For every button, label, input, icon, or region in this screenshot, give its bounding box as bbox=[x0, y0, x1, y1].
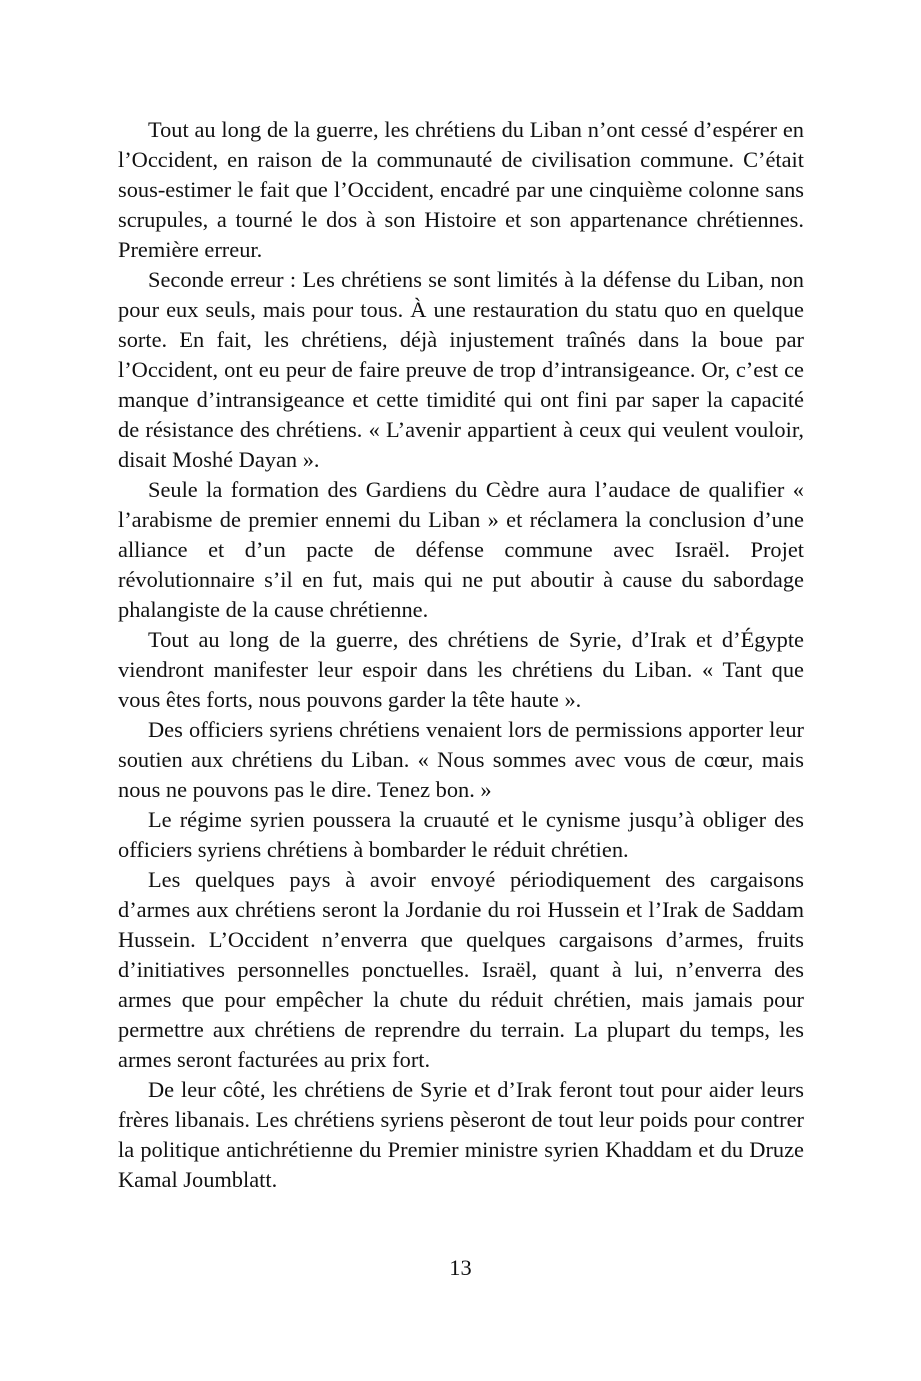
page-number: 13 bbox=[449, 1255, 472, 1280]
paragraph: Le régime syrien poussera la cruauté et le cynisme jusqu’à obliger des officiers syriens chrétiens à bombarder le réduit chrétien. bbox=[118, 807, 804, 862]
paragraph: De leur côté, les chrétiens de Syrie et d’Irak feront tout pour aider leurs frères libanais. Les chrétiens syriens pèseront de tout leur poids pour contrer la politique antichrétienne du Premier ministre syrien Khaddam et du Druze Kamal Joumblatt. bbox=[118, 1077, 804, 1192]
paragraph: Les quelques pays à avoir envoyé périodiquement des cargaisons d’armes aux chrétiens seront la Jordanie du roi Hussein et l’Irak de Saddam Hussein. L’Occident n’enverra que quelques cargaisons d’armes, fruits d’initiatives personnelles ponctuelles. Israël, quant à lui, n’enverra des armes que pour empêcher la chute du réduit chrétien, mais jamais pour permettre aux chrétiens de reprendre du terrain. La plupart du temps, les armes seront facturées au prix fort. bbox=[118, 867, 804, 1072]
paragraph: Tout au long de la guerre, des chrétiens de Syrie, d’Irak et d’Égypte viendront manifester leur espoir dans les chrétiens du Liban. « Tant que vous êtes forts, nous pouvons garder la tête haute ». bbox=[118, 627, 804, 712]
paragraph: Seconde erreur : Les chrétiens se sont limités à la défense du Liban, non pour eux seuls, mais pour tous. À une restauration du statu quo en quelque sorte. En fait, les chrétiens, déjà injustement traînés dans la boue par l’Occident, ont eu peur de faire preuve de trop d’intransigeance. Or, c’est ce manque d’intransigeance et cette timidité qui ont fini par saper la capacité de résistance des chrétiens. « L’avenir appartient à ceux qui veulent vouloir, disait Moshé Dayan ». bbox=[118, 267, 804, 472]
body-text bbox=[118, 115, 804, 1195]
paragraph: Tout au long de la guerre, les chrétiens du Liban n’ont cessé d’espérer en l’Occident, en raison de la communauté de civilisation commune. C’était sous-estimer le fait que l’Occident, encadré par une cinquième colonne sans scrupules, a tourné le dos à son Histoire et son appartenance chrétiennes. Première erreur. bbox=[118, 117, 804, 262]
paragraph: Des officiers syriens chrétiens venaient lors de permissions apporter leur soutien aux chrétiens du Liban. « Nous sommes avec vous de cœur, mais nous ne pouvons pas le dire. Tenez bon. » bbox=[118, 717, 804, 802]
paragraph: Seule la formation des Gardiens du Cèdre aura l’audace de qualifier « l’arabisme de premier ennemi du Liban » et réclamera la conclusion d’une alliance et d’un pacte de défense commune avec Israël. Projet révolutionnaire s’il en fut, mais qui ne put aboutir à cause du sabordage phalangiste de la cause chrétienne. bbox=[118, 477, 804, 622]
